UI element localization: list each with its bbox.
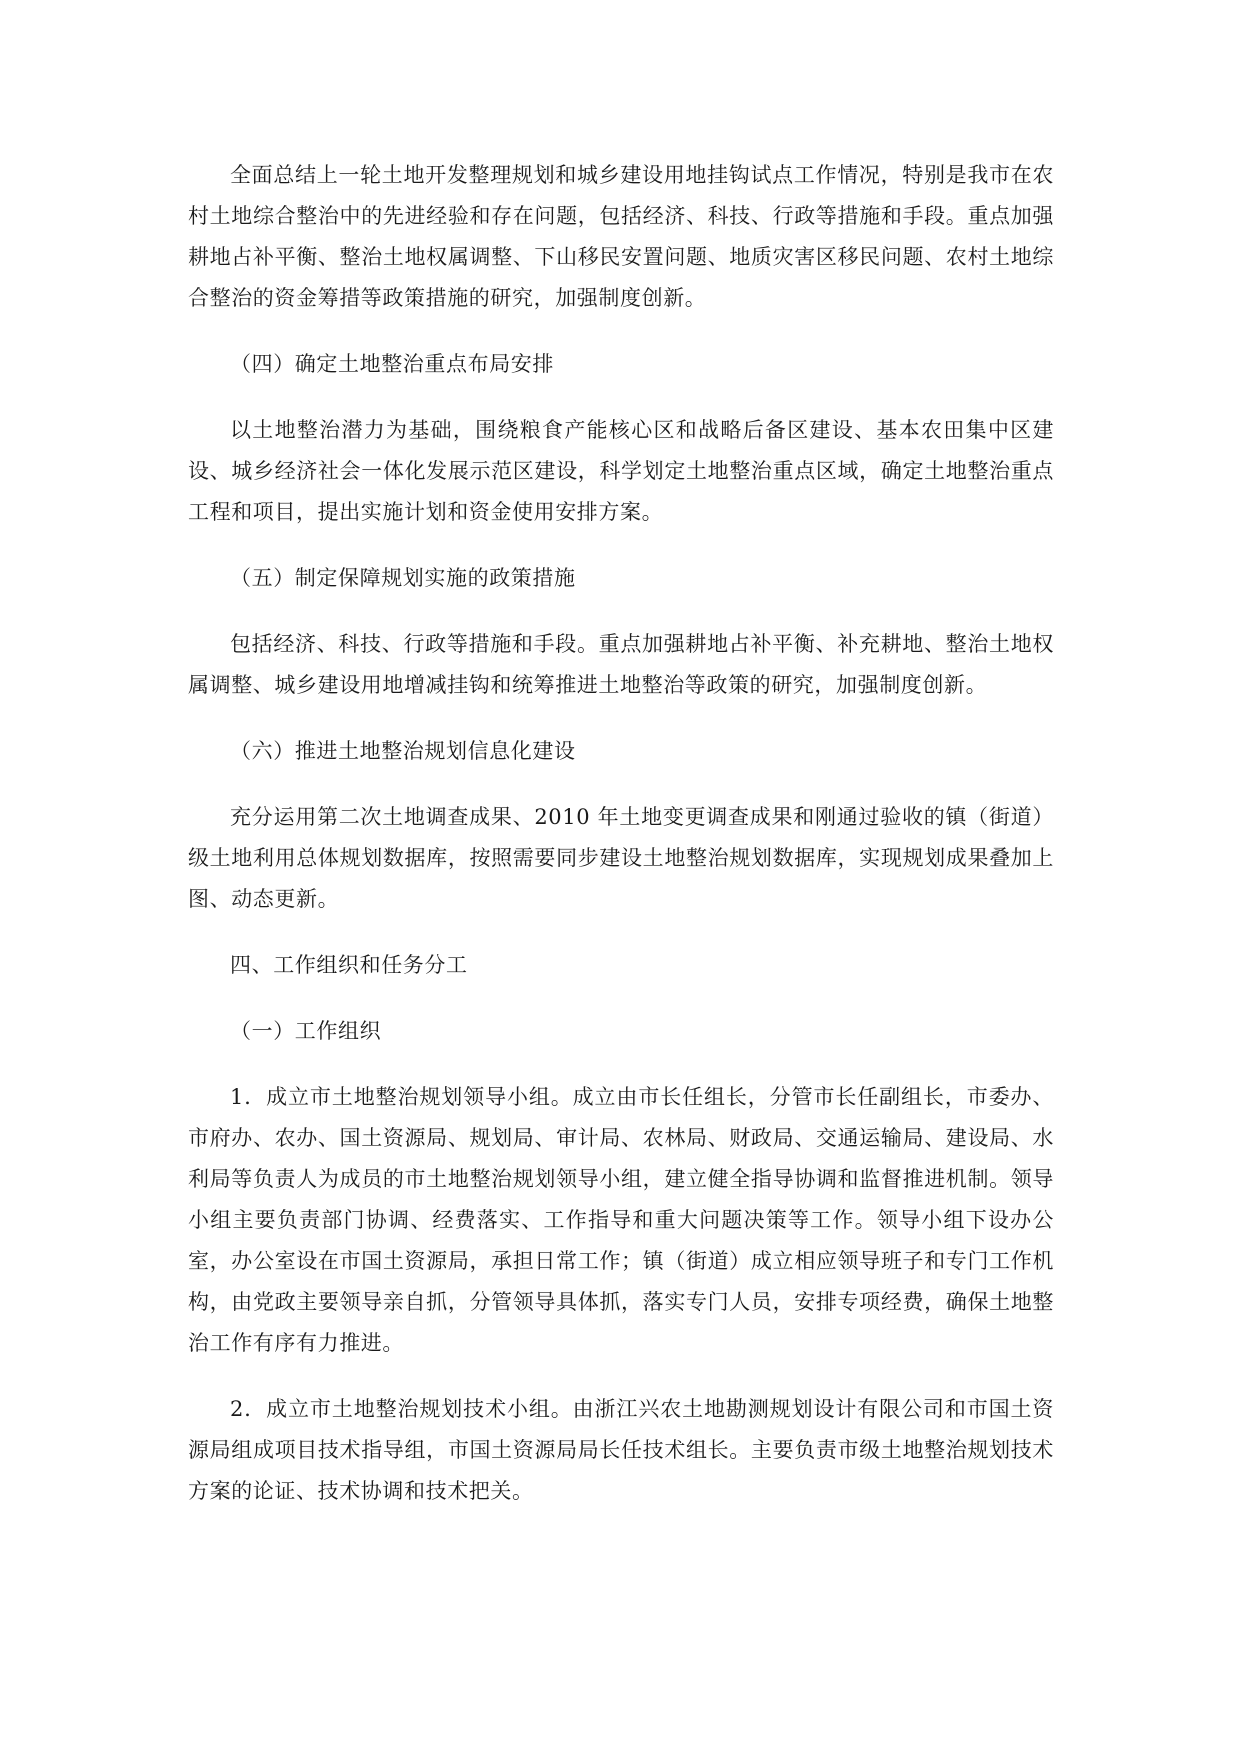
- paragraph-layout: 以土地整治潜力为基础，围绕粮食产能核心区和战略后备区建设、基本农田集中区建设、城乡经济社会一体化发展示范区建设，科学划定土地整治重点区域，确定土地整治重点工程和项目，提出实施计划和资金使用安排方案。: [188, 418, 1054, 524]
- heading-subsection-1: （一）工作组织: [230, 1019, 382, 1043]
- document-page: [188, 155, 1054, 1512]
- heading-chapter-4: 四、工作组织和任务分工: [230, 953, 468, 977]
- heading-section-4: （四）确定土地整治重点布局安排: [230, 352, 554, 376]
- paragraph-leadership-group: 1．成立市土地整治规划领导小组。成立由市长任组长，分管市长任副组长，市委办、市府办、农办、国土资源局、规划局、审计局、农林局、财政局、交通运输局、建设局、水利局等负责人为成员的市土地整治规划领导小组，建立健全指导协调和监督推进机制。领导小组主要负责部门协调、经费落实、工作指导和重大问题决策等工作。领导小组下设办公室，办公室设在市国土资源局，承担日常工作；镇（街道）成立相应领导班子和专门工作机构，由党政主要领导亲自抓，分管领导具体抓，落实专门人员，安排专项经费，确保土地整治工作有序有力推进。: [188, 1085, 1054, 1355]
- paragraph-informatization: 充分运用第二次土地调查成果、2010 年土地变更调查成果和刚通过验收的镇（街道）级土地利用总体规划数据库，按照需要同步建设土地整治规划数据库，实现规划成果叠加上图、动态更新。: [188, 805, 1054, 911]
- heading-section-5: （五）制定保障规划实施的政策措施: [230, 566, 576, 590]
- paragraph-policy: 包括经济、科技、行政等措施和手段。重点加强耕地占补平衡、补充耕地、整治土地权属调整、城乡建设用地增减挂钩和统筹推进土地整治等政策的研究，加强制度创新。: [188, 632, 1054, 697]
- heading-section-6: （六）推进土地整治规划信息化建设: [230, 739, 576, 763]
- paragraph-technical-group: 2．成立市土地整治规划技术小组。由浙江兴农土地勘测规划设计有限公司和市国土资源局组成项目技术指导组，市国土资源局局长任技术组长。主要负责市级土地整治规划技术方案的论证、技术协调和技术把关。: [188, 1397, 1054, 1503]
- paragraph-summary: 全面总结上一轮土地开发整理规划和城乡建设用地挂钩试点工作情况，特别是我市在农村土地综合整治中的先进经验和存在问题，包括经济、科技、行政等措施和手段。重点加强耕地占补平衡、整治土地权属调整、下山移民安置问题、地质灾害区移民问题、农村土地综合整治的资金筹措等政策措施的研究，加强制度创新。: [188, 163, 1054, 310]
